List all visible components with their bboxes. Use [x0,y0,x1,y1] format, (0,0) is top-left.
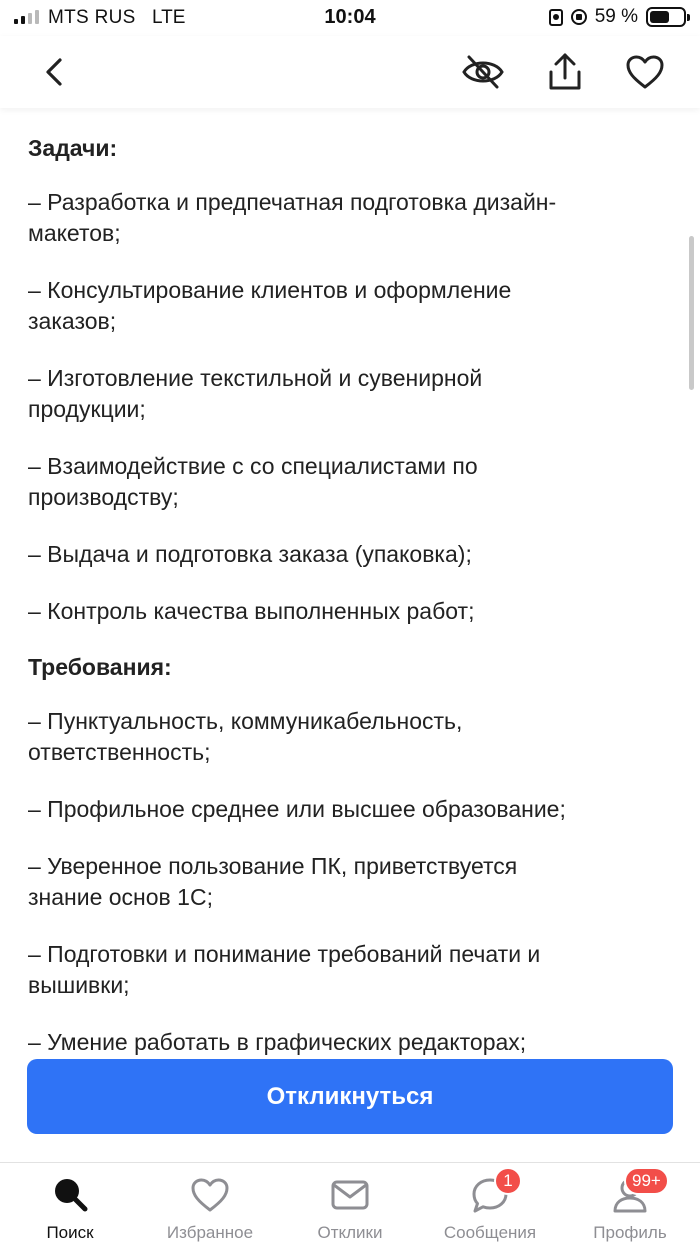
battery-percent: 59 % [594,6,638,27]
favorite-button[interactable] [623,50,667,94]
list-item [28,794,672,825]
messages-badge: 1 [494,1167,522,1195]
list-item-line: производству; [28,484,179,510]
list-item-line: – Подготовки и понимание требований печати и [28,941,541,967]
tab-label: Профиль [593,1223,667,1242]
list-item-cut: – Умение работать в графических редакторах; [28,1029,527,1055]
status-bar [0,0,700,36]
list-item-line: – Взаимодействие с со специалистами по [28,453,478,479]
tab-label: Поиск [46,1223,94,1242]
list-item [28,363,672,425]
list-item [28,451,672,513]
list-item [28,851,672,913]
tab-search[interactable] [0,1163,140,1245]
network-type: LTE [152,7,186,28]
list-item-line: продукции; [28,396,146,422]
list-item-line: – Контроль качества выполненных работ; [28,598,475,624]
id-card-icon [549,9,563,26]
list-item-line: – Пунктуальность, коммуникабельность, [28,708,463,734]
list-item-line: знание основ 1С; [28,884,213,910]
tasks-heading: Задачи: [28,135,118,161]
list-item-line: – Разработка и предпечатная подготовка дизайн- [28,189,557,215]
list-item-line: – Уверенное пользование ПК, приветствуется [28,853,518,879]
list-item-line: – Профильное среднее или высшее образование; [28,796,566,822]
tab-label: Сообщения [443,1223,537,1242]
carrier-name: MTS RUS [48,7,136,28]
eye-off-icon [461,54,505,90]
list-item-line: – Выдача и подготовка заказа (упаковка); [28,541,472,567]
scrollbar[interactable] [689,236,694,390]
profile-badge: 99+ [624,1167,669,1195]
chevron-left-icon [44,57,64,87]
back-button[interactable] [32,50,76,94]
list-item [28,939,672,1001]
chat-icon [470,1171,513,1215]
tab-label: Отклики [317,1223,383,1242]
list-item [28,275,672,337]
vacancy-description [0,108,700,1055]
tab-label: Избранное [166,1223,254,1242]
list-item-line: макетов; [28,220,121,246]
battery-icon [646,7,686,27]
list-item [28,187,672,249]
respond-button[interactable]: Откликнуться [27,1059,673,1134]
tab-responses[interactable] [280,1163,420,1245]
list-item-line: – Изготовление текстильной и сувенирной [28,365,483,391]
nav-bar [0,36,700,108]
requirements-heading: Требования: [28,654,172,680]
tab-favorites[interactable] [140,1163,280,1245]
list-item-line: – Консультирование клиентов и оформление [28,277,512,303]
heart-icon [190,1175,230,1215]
share-icon [547,52,583,92]
share-button[interactable] [543,50,587,94]
tab-bar [0,1162,700,1244]
status-right [549,6,686,28]
list-item [28,706,672,768]
list-item [28,596,672,627]
clock: 10:04 [324,6,376,28]
search-icon [50,1175,90,1215]
list-item [28,539,672,570]
profile-icon [610,1171,661,1215]
list-item-line: вышивки; [28,972,130,998]
tab-messages[interactable] [420,1163,560,1245]
list-item-line: ответственность; [28,739,211,765]
tab-profile[interactable] [560,1163,700,1245]
rotation-lock-icon [571,9,587,25]
list-item-line: заказов; [28,308,117,334]
heart-icon [625,54,665,90]
hide-vacancy-button[interactable] [461,50,505,94]
mail-icon [330,1175,370,1215]
